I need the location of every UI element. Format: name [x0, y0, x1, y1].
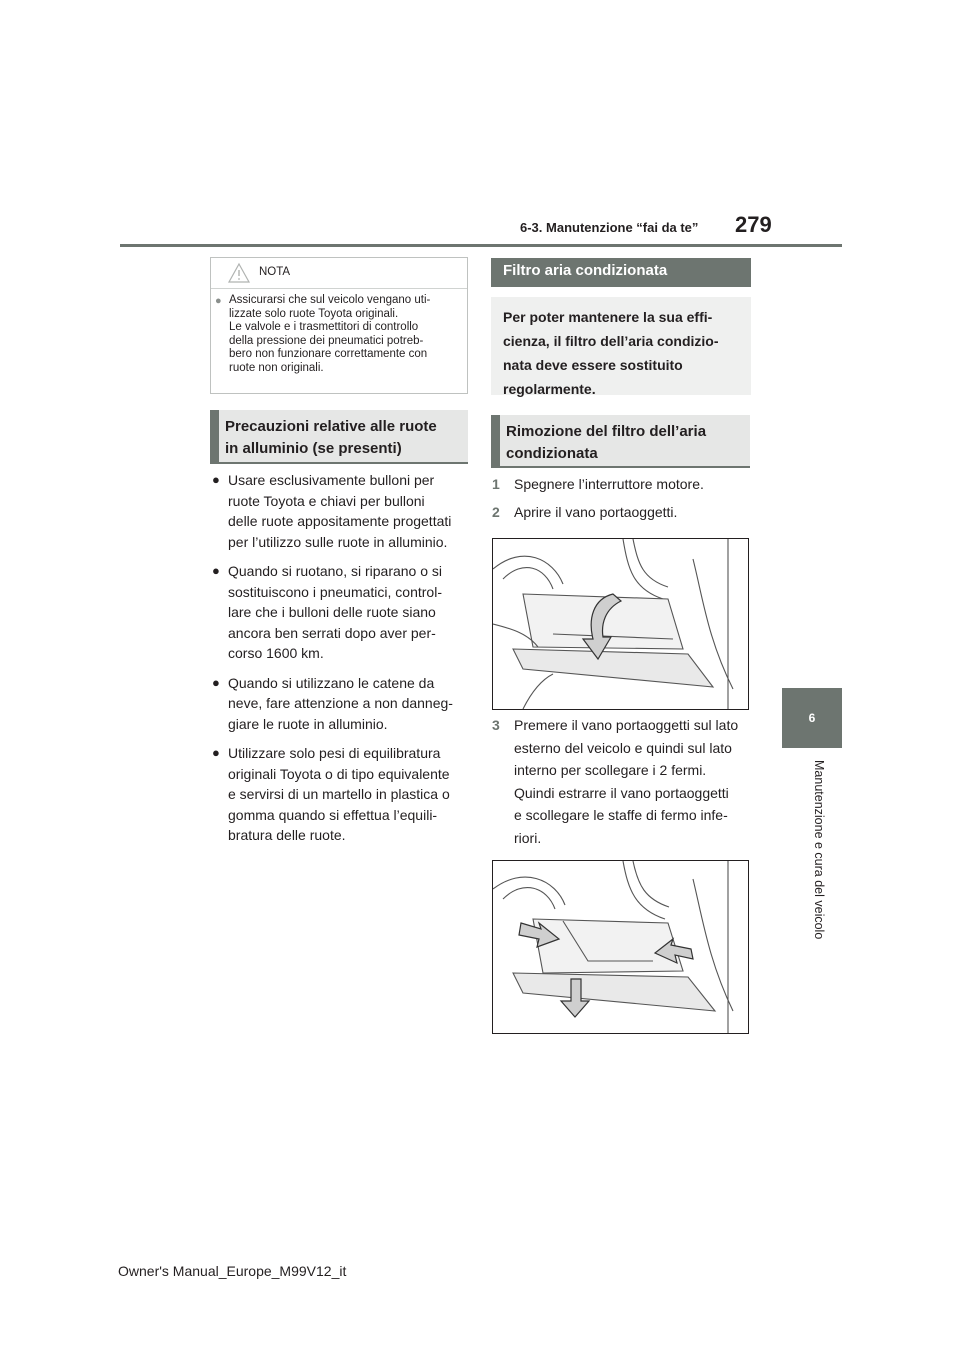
step-line: interno per scollegare i 2 fermi. — [514, 762, 707, 778]
section-title-line: in alluminio (se presenti) — [225, 440, 402, 457]
bullet-line: sostituiscono i pneumatici, control- — [228, 583, 442, 600]
bullet-icon: ● — [212, 472, 220, 487]
bullet-line: Quando si ruotano, si riparano o si — [228, 563, 443, 579]
bullet-line: ancora ben serrati dopo aver per- — [228, 624, 436, 641]
bullet-list — [210, 470, 470, 855]
bullet-icon: ● — [212, 674, 220, 690]
chapter-label-wrapper — [782, 760, 842, 960]
step-number: 3 — [492, 717, 500, 733]
header-rule — [120, 244, 842, 247]
chapter-tab: 6 — [782, 688, 842, 748]
step-number: 1 — [492, 476, 500, 492]
page-number: 279 — [735, 212, 772, 237]
bullet-line: e servirsi di un martello in plastica o — [228, 786, 450, 802]
section-title-line: condizionata — [506, 445, 598, 462]
notice-line: lizzate solo ruote Toyota originali. — [229, 307, 399, 320]
notice-box — [210, 257, 468, 394]
notice-line: Assicurarsi che sul veicolo vengano uti- — [229, 294, 431, 306]
bullet-line: neve, fare attenzione a non danneg- — [228, 695, 453, 711]
bullet-line: corso 1600 km. — [228, 645, 324, 661]
step-item — [492, 473, 752, 496]
section-title-line: Precauzioni relative alle ruote — [225, 418, 437, 435]
bullet-line: ruote Toyota e chiavi per bulloni — [228, 492, 425, 509]
bullet-icon: ● — [212, 745, 220, 760]
footer-text: Owner's Manual_Europe_M99V12_it — [118, 1263, 347, 1279]
notice-line: della pressione dei pneumatici potreb- — [229, 334, 424, 347]
bullet-line: delle ruote appositamente progettati — [228, 513, 452, 529]
list-item — [210, 673, 470, 735]
intro-line: Per poter mantenere la sua effi- — [503, 309, 713, 325]
warning-icon — [227, 262, 251, 284]
step-line: Aprire il vano portaoggetti. — [514, 503, 678, 520]
notice-line: Le valvole e i trasmettitori di controllo — [229, 321, 419, 333]
list-item — [210, 470, 470, 552]
bullet-dot-icon: ● — [215, 295, 222, 307]
intro-box — [491, 297, 751, 395]
bullet-line: giare le ruote in alluminio. — [228, 715, 388, 732]
notice-line: bero non funzionare correttamente con — [229, 348, 428, 360]
list-item — [210, 561, 470, 664]
section-title-line: Rimozione del filtro dell’aria — [506, 423, 707, 440]
glove-box-open-illustration — [493, 539, 748, 709]
steps-bottom — [492, 714, 754, 849]
step-line: Premere il vano portaoggetti sul lato — [514, 717, 739, 733]
section-heading: 6-3. Manutenzione “fai da te” — [520, 220, 699, 235]
intro-line: regolarmente. — [503, 381, 596, 397]
chapter-label: Manutenzione e cura del veicolo — [812, 760, 826, 940]
subsection-title-filter-removal — [491, 415, 750, 468]
bullet-line: originali Toyota o di tipo equivalente — [228, 765, 450, 782]
bullet-line: gomma quando si effettua l’equili- — [228, 806, 438, 823]
step-item — [492, 501, 752, 524]
step-line: Spegnere l’interruttore motore. — [514, 476, 704, 492]
section-title-aluminum-wheels — [210, 410, 468, 464]
figure-open-glove-box — [492, 538, 749, 710]
intro-line: nata deve essere sostituito — [503, 357, 683, 373]
step-item — [492, 714, 754, 849]
step-line: esterno del veicolo e quindi sul lato — [514, 739, 732, 756]
notice-title: NOTA — [259, 266, 291, 278]
step-line: e scollegare le staffe di fermo infe- — [514, 807, 728, 823]
list-item — [210, 743, 470, 846]
notice-header — [211, 258, 467, 288]
bullet-line: per l’utilizzo sulle ruote in alluminio. — [228, 533, 448, 550]
glove-box-removal-illustration — [493, 861, 748, 1033]
bullet-line: Quando si utilizzano le catene da — [228, 674, 435, 691]
bullet-line: Utilizzare solo pesi di equilibratura — [228, 745, 441, 761]
bullet-icon: ● — [212, 563, 220, 578]
step-line: riori. — [514, 829, 542, 846]
intro-line: cienza, il filtro dell’aria condizio- — [503, 333, 719, 349]
step-line: Quindi estrarre il vano portaoggetti — [514, 784, 729, 801]
section-title-ac-filter: Filtro aria condizionata — [491, 258, 751, 287]
bullet-line: Usare esclusivamente bulloni per — [228, 472, 435, 488]
step-number: 2 — [492, 503, 500, 520]
notice-divider — [211, 288, 467, 289]
steps-top — [492, 473, 752, 523]
bullet-line: lare che i bulloni delle ruote siano — [228, 604, 436, 620]
figure-remove-glove-box — [492, 860, 749, 1034]
notice-line: ruote non originali. — [229, 361, 324, 374]
notice-body — [215, 294, 461, 375]
bullet-line: bratura delle ruote. — [228, 827, 346, 843]
